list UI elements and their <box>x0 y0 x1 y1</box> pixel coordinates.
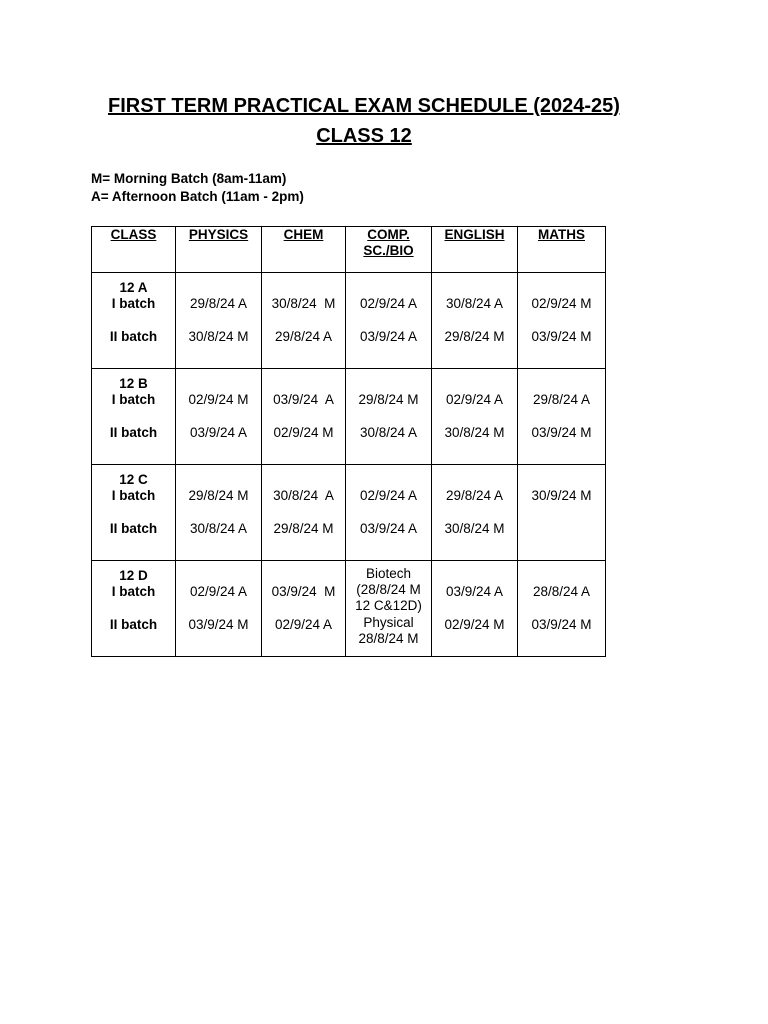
class-label: 12 B <box>119 376 148 391</box>
schedule-date: 29/8/24 A <box>445 488 504 503</box>
schedule-date: 30/9/24 M <box>531 488 592 503</box>
note-line: 12 C&12D) <box>355 598 422 614</box>
batch-label: II batch <box>109 425 158 440</box>
schedule-date: 30/8/24 M <box>444 521 505 536</box>
class-cell <box>92 273 176 369</box>
comp-bio-cell <box>346 273 432 369</box>
english-cell <box>432 465 518 561</box>
schedule-date: 29/8/24 A <box>532 392 591 407</box>
comp-bio-cell <box>346 561 432 657</box>
batch-label: I batch <box>111 392 156 407</box>
english-cell <box>432 273 518 369</box>
biotech-physical-note <box>346 566 431 647</box>
header-class: CLASS <box>92 227 176 273</box>
page-title: FIRST TERM PRACTICAL EXAM SCHEDULE (2024-25) <box>108 95 620 117</box>
legend-morning: M= Morning Batch (8am-11am) <box>91 171 287 186</box>
page-subtitle: CLASS 12 <box>316 125 412 147</box>
comp-bio-cell <box>346 369 432 465</box>
table-row <box>92 561 606 657</box>
class-label: 12 C <box>119 472 148 487</box>
schedule-date: 28/8/24 A <box>532 584 591 599</box>
english-cell <box>432 369 518 465</box>
note-line: 28/8/24 M <box>358 630 419 646</box>
class-label: 12 D <box>119 568 148 583</box>
schedule-date: 02/9/24 A <box>274 617 333 632</box>
schedule-date: 29/8/24 A <box>274 329 333 344</box>
comp-bio-cell <box>346 465 432 561</box>
note-line: Physical <box>363 614 414 630</box>
schedule-date: 03/9/24 M <box>531 425 592 440</box>
schedule-date: 03/9/24 A <box>359 329 418 344</box>
table-row <box>92 273 606 369</box>
note-line: (28/8/24 M <box>356 582 421 598</box>
batch-label: II batch <box>109 617 158 632</box>
class-label: 12 A <box>119 280 148 295</box>
maths-cell <box>518 561 606 657</box>
schedule-date: 02/9/24 A <box>359 488 418 503</box>
schedule-date: 30/8/24 A <box>189 521 248 536</box>
schedule-table <box>91 226 606 657</box>
batch-label: I batch <box>111 488 156 503</box>
maths-cell <box>518 273 606 369</box>
physics-cell <box>176 369 262 465</box>
schedule-date: 30/8/24 M <box>188 329 249 344</box>
chem-cell <box>262 561 346 657</box>
physics-cell <box>176 465 262 561</box>
schedule-date: 30/8/24 A <box>445 296 504 311</box>
table-row <box>92 465 606 561</box>
schedule-date: 03/9/24 M <box>188 617 249 632</box>
header-comp: COMP. <box>367 227 410 242</box>
schedule-date: 30/8/24 M <box>271 296 336 311</box>
chem-cell <box>262 465 346 561</box>
schedule-date: 03/9/24 A <box>445 584 504 599</box>
maths-cell <box>518 465 606 561</box>
header-chem: CHEM <box>262 227 346 273</box>
header-comp-bio <box>346 227 432 273</box>
schedule-date: 29/8/24 M <box>188 488 249 503</box>
chem-cell <box>262 273 346 369</box>
schedule-date: 29/8/24 M <box>273 521 334 536</box>
schedule-date: 29/8/24 M <box>444 329 505 344</box>
english-cell <box>432 561 518 657</box>
chem-cell <box>262 369 346 465</box>
header-english: ENGLISH <box>432 227 518 273</box>
class-cell <box>92 465 176 561</box>
schedule-date: 02/9/24 A <box>359 296 418 311</box>
schedule-date: 03/9/24 A <box>189 425 248 440</box>
header-sc-bio: SC./BIO <box>363 243 414 258</box>
schedule-date: 02/9/24 M <box>531 296 592 311</box>
schedule-date: 30/8/24 A <box>273 488 334 503</box>
legend-afternoon: A= Afternoon Batch (11am - 2pm) <box>91 189 304 204</box>
schedule-date: 02/9/24 A <box>189 584 248 599</box>
batch-label: II batch <box>109 521 158 536</box>
schedule-date: 03/9/24 M <box>271 584 336 599</box>
schedule-date: 03/9/24 A <box>359 521 418 536</box>
schedule-date: 30/8/24 A <box>359 425 418 440</box>
table-header-row <box>92 227 606 273</box>
schedule-date: 03/9/24 A <box>273 392 334 407</box>
batch-label: I batch <box>111 584 156 599</box>
schedule-date: 29/8/24 A <box>189 296 248 311</box>
schedule-date: 03/9/24 M <box>531 617 592 632</box>
header-physics: PHYSICS <box>176 227 262 273</box>
batch-label: II batch <box>109 329 158 344</box>
schedule-date: 30/8/24 M <box>444 425 505 440</box>
physics-cell <box>176 273 262 369</box>
schedule-date: 02/9/24 M <box>444 617 505 632</box>
header-maths: MATHS <box>518 227 606 273</box>
table-row <box>92 369 606 465</box>
maths-cell <box>518 369 606 465</box>
class-cell <box>92 561 176 657</box>
note-line: Biotech <box>365 566 412 581</box>
schedule-date: 29/8/24 M <box>358 392 419 407</box>
class-cell <box>92 369 176 465</box>
schedule-date: 02/9/24 A <box>445 392 504 407</box>
batch-label: I batch <box>111 296 156 311</box>
physics-cell <box>176 561 262 657</box>
schedule-date: 02/9/24 M <box>188 392 249 407</box>
schedule-date: 02/9/24 M <box>273 425 334 440</box>
schedule-date: 03/9/24 M <box>531 329 592 344</box>
